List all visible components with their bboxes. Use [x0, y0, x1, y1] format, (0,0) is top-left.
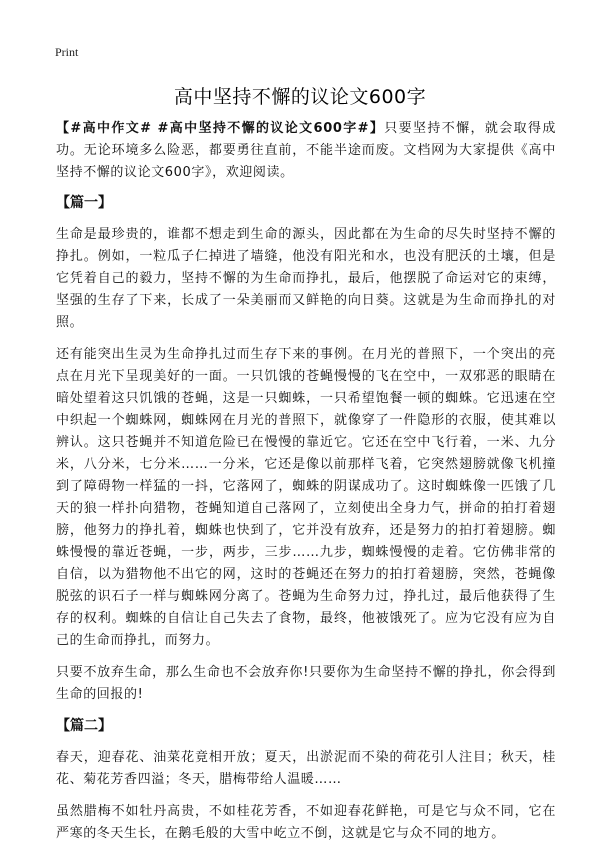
section-1-paragraph-3: 只要不放弃生命，那么生命也不会放弃你!只要你为生命坚持不懈的挣扎，你会得到生命的回报的! — [56, 665, 556, 702]
intro-tag: 【#高中作文# #高中坚持不懈的议论文600字#】 — [56, 121, 385, 136]
section-1-paragraph-2: 还有能突出生灵为生命挣扎过而生存下来的事例。在月光的普照下，一个突出的亮点在月光下呈现美好的一面。一只饥饿的苍蝇慢慢的飞在空中，一双邪恶的眼睛在暗处望着这只饥饿的苍蝇，这是一只蜘蛛，一只希望饱餐一顿的蜘蛛。它迅速在空中织起一个蜘蛛网，蜘蛛网在月光的普照下，就像穿了一件隐形的衣服，使其难以辨认。这只苍蝇并不知道危险已在慢慢的靠近它。它还在空中飞行着，一米、九分米，八分米，七分米……一分米，它还是像以前那样飞着，它突然翅膀就像飞机撞到了障碍物一样猛的一抖，它落网了，蜘蛛的阴谋成功了。这时蜘蛛像一匹饿了几天的狼一样扑向猎物，苍蝇知道自己落网了，立刻使出全身力气，拼命的拍打着翅膀，他努力的挣扎着，蜘蛛也快到了，它并没有放弃，还是努力的拍打着翅膀。蜘蛛慢慢的靠近苍蝇，一步，两步，三步……九步，蜘蛛慢慢的走着。它仿佛非常的自信，以为猎物他不出它的网，这时的苍蝇还在努力的拍打着翅膀，突然，苍蝇像脱弦的识石子一样与蜘蛛网分离了。苍蝇为生命努力过，挣扎过，最后他获得了生存的权利。蜘蛛的自信让自己失去了食物，最终，他被饿死了。应为它没有应为自己的生命而挣扎，而努力。 — [56, 347, 556, 648]
section-2-paragraph-2: 虽然腊梅不如牡丹高贵，不如桂花芳香，不如迎春花鲜艳，可是它与众不同，它在严寒的冬天生长，在鹅毛般的大雪中屹立不倒，这就是它与众不同的地方。 — [56, 804, 556, 841]
document-title: 高中坚持不懈的议论文600字 — [173, 86, 427, 108]
print-label: Print — [55, 45, 79, 59]
intro-paragraph — [56, 118, 556, 184]
section-heading-2: 【篇二】 — [56, 718, 112, 734]
section-1-paragraph-1: 生命是最珍贵的，谁都不想走到生命的源头，因此都在为生命的尽失时坚持不懈的挣扎。例如，一粒瓜子仁掉进了墙缝，他没有阳光和水，也没有肥沃的土壤，但是它凭着自己的毅力，坚持不懈的为生命而挣扎，最后，他摆脱了命运对它的束缚，坚强的生存了下来，长成了一朵美丽而又鲜艳的向日葵。这就是为生命而挣扎的对照。 — [56, 227, 556, 330]
intro-text: 只要坚持不懈，就会取得成功。无论环境多么险恶，都要勇往直前，不能半途而废。文档网为大家提供《高中坚持不懈的议论文600字》，欢迎阅读。 — [56, 121, 557, 180]
document-body — [56, 118, 556, 855]
section-2-paragraph-1: 春天，迎春花、油菜花竟相开放；夏天，出淤泥而不染的荷花引人注目；秋天，桂花、菊花芳香四溢；冬天，腊梅带给人温暖…… — [56, 750, 556, 787]
section-heading-1: 【篇一】 — [56, 195, 112, 211]
